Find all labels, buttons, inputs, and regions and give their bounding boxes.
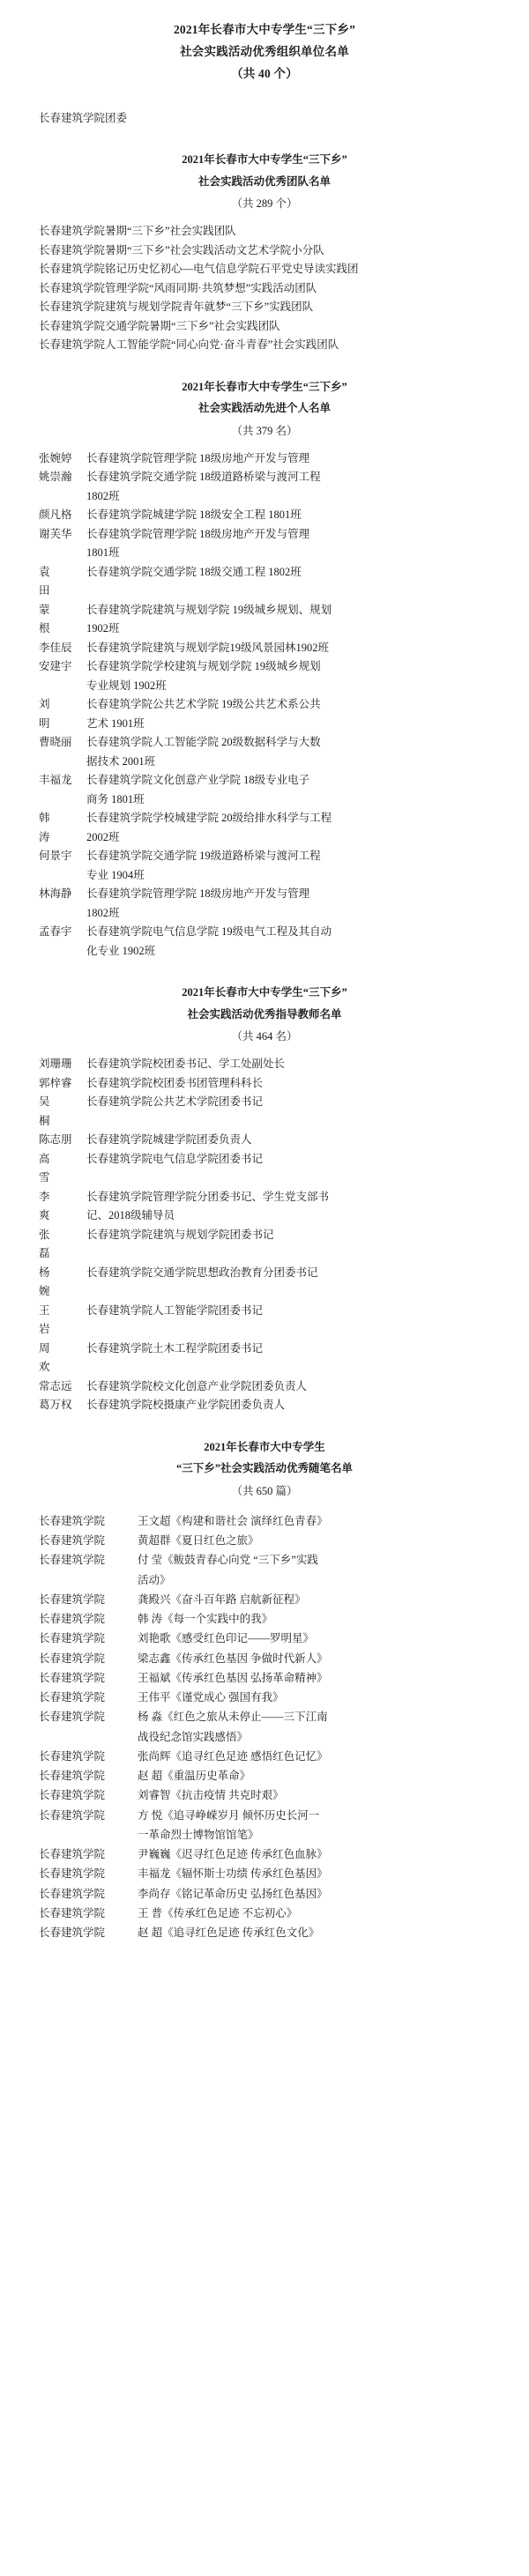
detail-line: 长春建筑学院管理学院 18级房地产开发与管理 (86, 887, 310, 901)
title-line: 梁志鑫《传承红色基因 争做时代新人》 (138, 1652, 328, 1665)
school-name: 长春建筑学院 (39, 1613, 106, 1626)
list-item: 长春建筑学院暑期“三下乡”社会实践活动文艺术学院小分队 (39, 243, 324, 256)
title-line: 刘睿智《抗击疫情 共克时艰》 (138, 1789, 284, 1802)
person-detail (86, 1055, 490, 1074)
detail-line: 长春建筑学院建筑与规划学院团委书记 (86, 1228, 274, 1241)
list-item (39, 1904, 490, 1923)
section-count: （共 464 名） (231, 1030, 298, 1043)
list-item (39, 1264, 490, 1302)
detail-line: 长春建筑学院校团委书记、学工处副处长 (86, 1058, 286, 1071)
title-line: 杨 淼《红色之旅从未停止——三下江南 (138, 1711, 328, 1724)
person-name: 张 磊 (39, 1228, 58, 1260)
essay-title (138, 1785, 490, 1805)
detail-line: 艺术 1901班 (86, 716, 145, 730)
detail-line: 长春建筑学院文化创意产业学院 18级专业电子 (86, 774, 310, 787)
list-item (39, 809, 490, 847)
person-name: 刘珊珊 (39, 1058, 72, 1071)
detail-line: 1802班 (86, 489, 120, 502)
person-detail (86, 525, 490, 563)
title-line: 王福斌《传承红色基因 弘扬革命精神》 (138, 1671, 328, 1684)
person-name: 周 欢 (39, 1341, 58, 1374)
detail-line: 长春建筑学院土木工程学院团委书记 (86, 1341, 264, 1355)
detail-line: 1902班 (86, 622, 120, 635)
detail-line: 长春建筑学院校摄康产业学院团委负责人 (86, 1399, 286, 1412)
detail-line: 化专业 1902班 (86, 944, 156, 957)
school-name: 长春建筑学院 (39, 1632, 106, 1645)
essay-title (138, 1649, 490, 1668)
person-detail (86, 563, 490, 583)
list-item (39, 1340, 490, 1377)
person-detail (86, 1226, 490, 1245)
person-detail (86, 1340, 490, 1359)
school-name: 长春建筑学院 (39, 1848, 106, 1861)
title-line: 李尚存《铭记革命历史 弘扬红色基因》 (138, 1887, 328, 1900)
detail-line: 1801班 (86, 546, 120, 560)
individual-list (39, 449, 490, 961)
person-name: 韩 涛 (39, 812, 58, 843)
list-item (39, 1766, 490, 1785)
essay-title (138, 1590, 490, 1609)
person-detail (86, 885, 490, 923)
detail-line: 商务 1801班 (86, 792, 145, 805)
list-item (39, 639, 490, 658)
essay-title (138, 1629, 490, 1648)
person-detail (86, 506, 490, 525)
list-item (39, 1785, 490, 1805)
person-detail (86, 639, 490, 658)
person-detail (86, 657, 490, 695)
section-outstanding-essays (39, 1436, 490, 1943)
school-name: 长春建筑学院 (39, 1711, 106, 1724)
title-line: 黄超群《夏日红色之旅》 (138, 1534, 259, 1548)
list-item (39, 1531, 490, 1550)
document-title-count: （共 40 个） (231, 66, 298, 80)
section-count: （共 650 篇） (231, 1484, 298, 1497)
essay-title (138, 1511, 490, 1531)
person-name: 颜凡格 (39, 509, 72, 522)
list-item (39, 1688, 490, 1707)
detail-line: 长春建筑学院电气信息学院团委书记 (86, 1152, 264, 1165)
list-item (39, 733, 490, 771)
list-item (39, 1806, 490, 1845)
title-line: 战役纪念馆实践感悟》 (138, 1730, 249, 1743)
person-detail (86, 1150, 490, 1169)
essay-title (138, 1806, 490, 1845)
title-line: 王伟平《谨党成心 强国有我》 (138, 1691, 284, 1704)
detail-line: 专业 1904班 (86, 868, 145, 881)
person-name: 李 爽 (39, 1190, 58, 1222)
school-name: 长春建筑学院 (39, 1770, 106, 1783)
list-item (39, 1864, 490, 1883)
person-name: 安建宇 (39, 660, 72, 673)
document-title (39, 19, 490, 85)
person-detail (86, 733, 490, 771)
list-item (39, 1923, 490, 1942)
detail-line: 长春建筑学院人工智能学院团委书记 (86, 1303, 264, 1317)
list-item (39, 1629, 490, 1648)
section-title (39, 149, 490, 192)
person-name: 林海静 (39, 887, 72, 901)
list-item (39, 449, 490, 469)
title-line: 赵 超《重温历史革命》 (138, 1770, 251, 1783)
title-line: 丰福龙《辐怀斯士功绩 传承红色基因》 (138, 1867, 328, 1881)
person-detail (86, 1093, 490, 1112)
person-name: 杨 婉 (39, 1266, 58, 1298)
person-detail (86, 695, 490, 733)
school-name: 长春建筑学院 (39, 1554, 106, 1567)
list-item: 长春建筑学院建筑与规划学院青年就梦“三下乡”实践团队 (39, 301, 314, 314)
list-item (39, 601, 490, 639)
detail-line: 长春建筑学院校文化创意产业学院团委负责人 (86, 1379, 308, 1392)
detail-line: 长春建筑学院管理学院 18级房地产开发与管理 (86, 451, 310, 464)
list-item (39, 1884, 490, 1904)
person-name: 陈志朋 (39, 1133, 72, 1147)
list-item (39, 657, 490, 695)
person-name: 刘 明 (39, 698, 58, 730)
document-title-line-2: 社会实践活动优秀组织单位名单 (180, 44, 349, 58)
essay-title (138, 1864, 490, 1883)
list-item (39, 1668, 490, 1688)
person-name: 何景宇 (39, 850, 72, 863)
detail-line: 长春建筑学院建筑与规划学院19级风景园林1902班 (86, 641, 330, 654)
person-name: 常志远 (39, 1379, 72, 1392)
person-name: 李佳辰 (39, 641, 72, 654)
list-item (39, 1188, 490, 1226)
essay-title (138, 1707, 490, 1747)
list-item: 长春建筑学院管理学院“风雨同期·共筑梦想”实践活动团队 (39, 281, 317, 294)
person-detail (86, 1302, 490, 1321)
section-title-line-1: 2021年长春市大中专学生“三下乡” (182, 153, 347, 167)
essay-title (138, 1668, 490, 1688)
section-title (39, 982, 490, 1025)
section-title (39, 1436, 490, 1480)
list-item (39, 885, 490, 923)
section-outstanding-teams (39, 149, 490, 355)
detail-line: 长春建筑学院公共艺术学院团委书记 (86, 1095, 264, 1109)
title-line: 活动》 (138, 1573, 171, 1586)
essay-title (138, 1531, 490, 1550)
person-name: 姚崇瀚 (39, 471, 72, 484)
school-name: 长春建筑学院 (39, 1671, 106, 1684)
title-line: 龚殿兴《奋斗百年路 启航新征程》 (138, 1592, 306, 1606)
essay-title (138, 1747, 490, 1766)
list-item (39, 1649, 490, 1668)
list-item (39, 1396, 490, 1415)
essay-title (138, 1904, 490, 1923)
list-item (39, 847, 490, 885)
list-item (39, 923, 490, 961)
detail-line: 记、2018级辅导员 (86, 1209, 175, 1222)
section-title-line-1: 2021年长春市大中专学生 (204, 1440, 325, 1453)
list-item (39, 1609, 490, 1629)
detail-line: 长春建筑学院校团委书团管理科科长 (86, 1076, 264, 1089)
school-name: 长春建筑学院 (39, 1592, 106, 1606)
section-title (39, 376, 490, 419)
essay-title (138, 1884, 490, 1904)
list-item (39, 1550, 490, 1590)
document-title-line-1: 2021年长春市大中专学生“三下乡” (173, 23, 356, 36)
title-line: 王文超《构建和谐社会 演绎红色青春》 (138, 1514, 328, 1527)
person-name: 袁 田 (39, 565, 58, 598)
list-item (39, 695, 490, 733)
essay-title (138, 1766, 490, 1785)
title-line: 方 悦《追寻峥嵘岁月 倾怀历史长河一 (138, 1808, 320, 1822)
detail-line: 据技术 2001班 (86, 754, 156, 768)
detail-line: 1802班 (86, 906, 120, 919)
person-detail (86, 1131, 490, 1150)
person-detail (86, 1264, 490, 1283)
title-line: 赵 超《追寻红色足迹 传承红色文化》 (138, 1926, 320, 1940)
person-name: 吴 桐 (39, 1095, 58, 1127)
organizing-unit-name: 长春建筑学院团委 (39, 111, 128, 124)
school-name: 长春建筑学院 (39, 1514, 106, 1527)
detail-line: 长春建筑学院管理学院 18级房地产开发与管理 (86, 527, 310, 540)
list-item (39, 468, 490, 506)
detail-line: 长春建筑学院城建学院 18级安全工程 1801班 (86, 509, 302, 522)
list-item: 长春建筑学院暑期“三下乡”社会实践团队 (39, 225, 236, 238)
detail-line: 长春建筑学院学校城建学院 20级给排水科学与工程 (86, 812, 332, 825)
list-item (39, 1093, 490, 1131)
school-name: 长春建筑学院 (39, 1926, 106, 1940)
person-detail (86, 923, 490, 961)
section-title-line-1: 2021年长春市大中专学生“三下乡” (182, 986, 347, 999)
section-title-line-2: 社会实践活动优秀指导教师名单 (187, 1007, 342, 1021)
person-detail (86, 449, 490, 469)
school-name: 长春建筑学院 (39, 1691, 106, 1704)
person-name: 谢芙华 (39, 527, 72, 540)
list-item (39, 1150, 490, 1188)
person-name: 张婉婷 (39, 451, 72, 464)
list-item (39, 771, 490, 809)
person-name: 曹晓丽 (39, 736, 72, 749)
list-item (39, 506, 490, 525)
school-name: 长春建筑学院 (39, 1534, 106, 1548)
detail-line: 长春建筑学院公共艺术学院 19级公共艺术系公共 (86, 698, 321, 711)
title-line: 张尚辉《追寻红色足迹 感悟红色记忆》 (138, 1749, 328, 1763)
essay-title (138, 1688, 490, 1707)
list-item (39, 1707, 490, 1747)
detail-line: 长春建筑学院交通学院 18级交通工程 1802班 (86, 565, 302, 578)
detail-line: 长春建筑学院人工智能学院 20级数据科学与大数 (86, 736, 321, 749)
essay-title (138, 1923, 490, 1942)
person-detail (86, 1377, 490, 1397)
list-item (39, 1590, 490, 1609)
detail-line: 长春建筑学院建筑与规划学院 19级城乡规划、规划 (86, 603, 332, 616)
list-item (39, 1747, 490, 1766)
person-name: 孟春宇 (39, 925, 72, 939)
detail-line: 长春建筑学院电气信息学院 19级电气工程及其自动 (86, 925, 332, 939)
list-item (39, 563, 490, 601)
list-item (39, 1511, 490, 1531)
person-name: 王 岩 (39, 1303, 58, 1336)
title-line: 一革命烈士博物馆馆笔》 (138, 1828, 259, 1841)
person-detail (86, 809, 490, 847)
essay-title (138, 1845, 490, 1864)
section-title-line-2: 社会实践活动优秀团队名单 (197, 174, 331, 188)
person-name: 葛万权 (39, 1399, 72, 1412)
school-name: 长春建筑学院 (39, 1749, 106, 1763)
list-item (39, 1226, 490, 1264)
essay-title (138, 1550, 490, 1590)
school-name: 长春建筑学院 (39, 1887, 106, 1900)
person-detail (86, 468, 490, 506)
school-name: 长春建筑学院 (39, 1867, 106, 1881)
school-name: 长春建筑学院 (39, 1906, 106, 1919)
detail-line: 长春建筑学院城建学院团委负责人 (86, 1133, 252, 1147)
title-line: 韩 涛《每一个实践中的我》 (138, 1613, 273, 1626)
title-line: 王 普《传承红色足迹 不忘初心》 (138, 1906, 298, 1919)
list-item (39, 1377, 490, 1397)
detail-line: 长春建筑学院交通学院思想政治教育分团委书记 (86, 1266, 318, 1279)
list-item (39, 525, 490, 563)
person-name: 蒙 根 (39, 603, 58, 635)
title-line: 付 莹《鲅鼓青春心向党 “三下乡”实践 (138, 1554, 318, 1567)
section-advanced-individuals (39, 376, 490, 961)
essay-list (39, 1511, 490, 1943)
list-item: 长春建筑学院铭记历史忆初心—电气信息学院石平党史导读实践团 (39, 263, 359, 276)
section-title-line-1: 2021年长春市大中专学生“三下乡” (182, 380, 347, 393)
person-detail (86, 1074, 490, 1094)
person-detail (86, 847, 490, 885)
list-item: 长春建筑学院人工智能学院“同心向党·奋斗青春”社会实践团队 (39, 338, 339, 352)
section-outstanding-advisors (39, 982, 490, 1415)
detail-line: 长春建筑学院管理学院分团委书记、学生党支部书 (86, 1190, 330, 1203)
school-name: 长春建筑学院 (39, 1789, 106, 1802)
detail-line: 长春建筑学院交通学院 19级道路桥梁与渡河工程 (86, 850, 321, 863)
list-item (39, 1845, 490, 1864)
person-detail (86, 601, 490, 639)
list-item: 长春建筑学院交通学院暑期“三下乡”社会实践团队 (39, 319, 280, 332)
section-count: （共 379 名） (231, 424, 298, 437)
detail-line: 长春建筑学院学校建筑与规划学院 19级城乡规划 (86, 660, 321, 673)
person-name: 高 雪 (39, 1152, 58, 1184)
title-line: 尹巍巍《迟寻红色足迹 传承红色血脉》 (138, 1848, 328, 1861)
title-line: 刘艳歌《感受红色印记——罗明星》 (138, 1632, 315, 1645)
list-item (39, 1302, 490, 1340)
list-item (39, 1131, 490, 1150)
school-name: 长春建筑学院 (39, 1652, 106, 1665)
section-count: （共 289 个） (231, 197, 298, 211)
section-title-line-2: 社会实践活动先进个人名单 (197, 402, 331, 415)
list-item (39, 1055, 490, 1074)
detail-line: 专业规划 1902班 (86, 679, 167, 692)
detail-line: 长春建筑学院交通学院 18级道路桥梁与渡河工程 (86, 471, 321, 484)
person-detail (86, 771, 490, 809)
team-list (39, 222, 490, 355)
school-name: 长春建筑学院 (39, 1808, 106, 1822)
person-name: 郭梓睿 (39, 1076, 72, 1089)
section-title-line-2: “三下乡”社会实践活动优秀随笔名单 (175, 1462, 353, 1475)
person-name: 丰福龙 (39, 774, 72, 787)
essay-title (138, 1609, 490, 1629)
list-item (39, 1074, 490, 1094)
person-detail (86, 1188, 490, 1226)
person-detail (86, 1396, 490, 1415)
advisor-list (39, 1055, 490, 1415)
detail-line: 2002班 (86, 830, 120, 843)
